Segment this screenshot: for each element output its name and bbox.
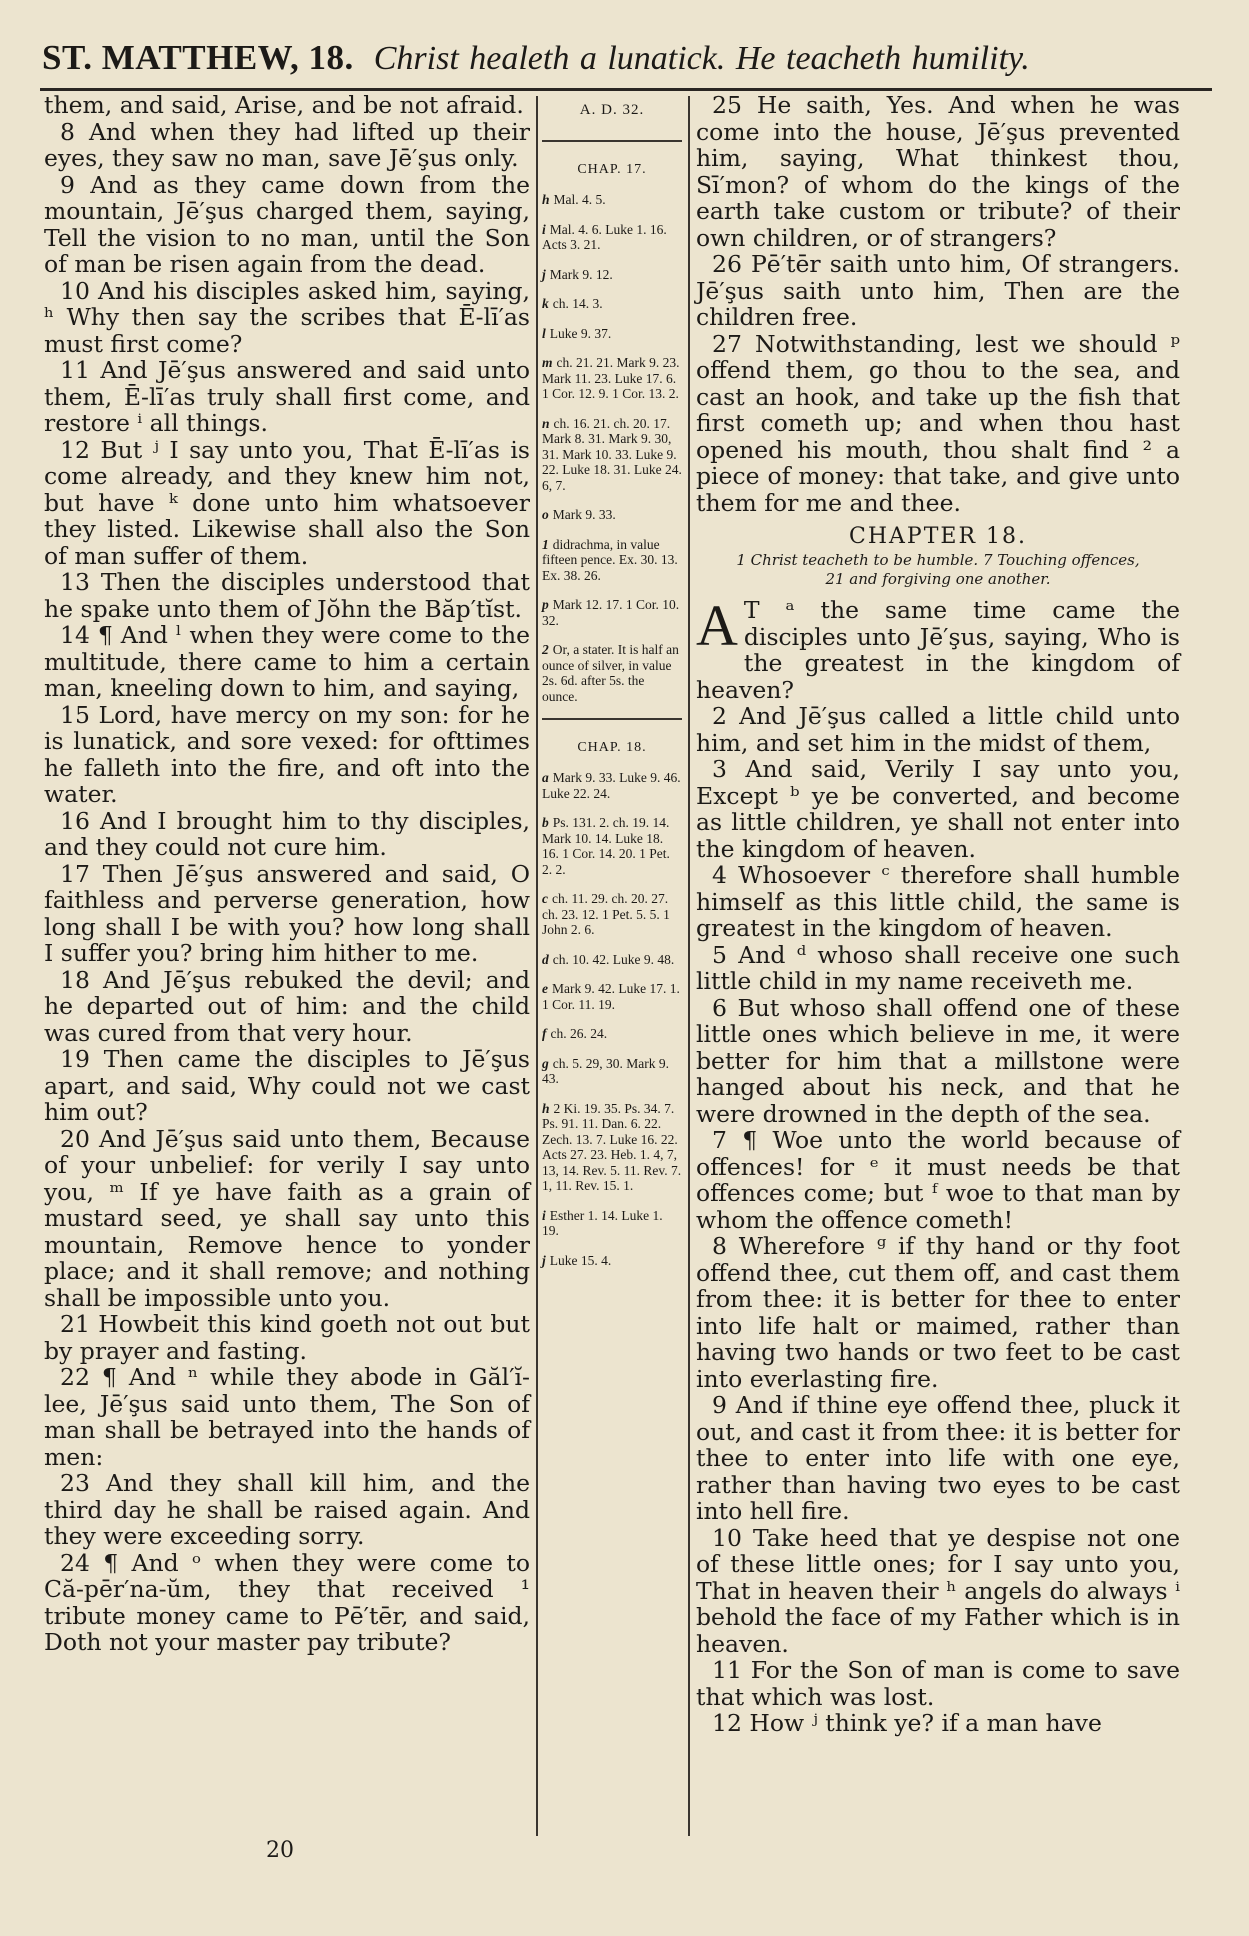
chapter-17-label: CHAP. 17.	[577, 162, 647, 177]
reference-mark: 2	[542, 642, 549, 657]
verse: 4 Whosoever ᶜ therefore shall humble himself as this little child, the same is greatest in the kingdom of heaven.	[696, 861, 1180, 942]
verse: 8 And when they had lifted up their eyes, they saw no man, save Jē′şus only.	[44, 117, 530, 172]
reference-text: Mark 9. 42. Luke 17. 1. 1 Cor. 11. 19.	[542, 981, 680, 1012]
verse: 11 For the Son of man is come to save that which was lost.	[696, 1656, 1180, 1711]
verse: 21 Howbeit this kind goeth not out but by prayer and fasting.	[44, 1310, 530, 1365]
right-text-column	[696, 92, 1180, 1737]
reference-text: ch. 11. 29. ch. 20. 27. ch. 23. 12. 1 Pet. 5. 5. 1 John 2. 6.	[542, 891, 670, 937]
chapter-heading: CHAPTER 18.	[849, 524, 1027, 549]
verse: 23 And they shall kill him, and the third day he shall be raised again. And they were exceeding sorry.	[44, 1469, 530, 1550]
cross-reference	[542, 597, 682, 628]
chapter-18-references	[542, 770, 682, 1268]
reference-mark: p	[542, 597, 549, 612]
reference-text: didrachma, in value fifteen pence. Ex. 30. 13. Ex. 38. 26.	[542, 536, 678, 583]
cross-reference	[542, 222, 682, 253]
verse: them, and said, Arise, and be not afraid.	[44, 91, 524, 119]
verse: 5 And ᵈ whoso shall receive one such little child in my name receiveth me.	[696, 940, 1180, 995]
cross-reference	[542, 267, 682, 283]
verse: 2 And Jē′şus called a little child unto him, and set him in the midst of them,	[696, 702, 1180, 757]
reference-text: ch. 26. 24.	[550, 1026, 608, 1041]
cross-reference	[542, 770, 682, 801]
verse: 10 Take heed that ye despise not one of these little ones; for I say unto you, That in heaven their ʰ angels do always ⁱ behold the face of my Father which is in heaven.	[696, 1523, 1180, 1658]
verse-text: T ᵃ the same time came the disciples unto Jē′şus, saying, Who is the greatest in the kingdom of heaven?	[696, 596, 1180, 704]
reference-text: 2 Ki. 19. 35. Ps. 34. 7. Ps. 91. 11. Dan. 6. 22. Zech. 13. 7. Luke 16. 22. Acts 27. 23. Heb. 1. 4, 7, 13, 14. Rev. 5. 11. Rev. 7. 1, 11. Rev. 15. 1.	[542, 1100, 682, 1193]
chapter-summary-line: 21 and forgiving one another.	[825, 570, 1051, 588]
reference-mark: 1	[542, 536, 549, 552]
reference-text: ch. 14. 3.	[552, 296, 603, 311]
reference-mark: e	[542, 981, 548, 996]
reference-mark: c	[542, 891, 548, 906]
cross-reference	[542, 1026, 682, 1042]
verse: 10 And his disciples asked him, saying, ʰ Why then say the scribes that Ē-lī′as must first come?	[44, 276, 530, 358]
verse: 26 Pē′tēr saith unto him, Of strangers. Jē′şus saith unto him, Then are the children free.	[696, 250, 1180, 331]
reference-text: Mal. 4. 5.	[553, 192, 606, 207]
reference-text: Ps. 131. 2. ch. 19. 14. Mark 10. 14. Luke 18. 16. 1 Cor. 14. 20. 1 Pet. 2. 2.	[542, 815, 670, 877]
cross-reference	[542, 981, 682, 1012]
cross-reference	[542, 642, 682, 704]
reference-text: Or, a stater. It is half an ounce of silver, in value 2s. 6d. after 5s. the ounce.	[542, 642, 679, 704]
reference-text: Luke 15. 4.	[549, 1252, 612, 1268]
verse: 12 But ʲ I say unto you, That Ē-lī′as is come already, and they knew him not, but have ᵏ done unto him whatsoever they listed. Likewise shall also the Son of man suffer of them.	[44, 435, 530, 570]
reference-mark: j	[542, 1252, 546, 1268]
chapter-17-references	[542, 192, 682, 704]
drop-cap-initial: A	[696, 593, 738, 658]
cross-reference	[542, 355, 682, 402]
reference-mark: g	[542, 1055, 549, 1071]
cross-reference	[542, 192, 682, 208]
reference-mark: h	[542, 192, 550, 207]
verse: 3 And said, Verily I say unto you, Except ᵇ ye be converted, and become as little children, ye shall not enter into the kingdom of heaven.	[696, 755, 1180, 863]
verse: 16 And I brought him to thy disciples, and they could not cure him.	[44, 806, 530, 861]
cross-reference	[542, 815, 682, 877]
running-header	[42, 38, 1212, 82]
reference-text: Mark 9. 33.	[552, 507, 616, 522]
cross-reference	[542, 952, 682, 968]
reference-mark: b	[542, 815, 549, 830]
verse: 6 But whoso shall offend one of these little ones which believe in me, it were better for him that a millstone were hanged about his neck, and that he were drowned in the depth of the sea.	[696, 993, 1180, 1128]
verse: 18 And Jē′şus rebuked the devil; and he departed out of him: and the child was cured from that very hour.	[44, 965, 530, 1047]
cross-reference	[542, 1101, 682, 1194]
reference-mark: m	[542, 355, 553, 370]
verse: 9 And as they came down from the mountain, Jē′şus charged them, saying, Tell the vision to no man, until the Son of man be risen again from the dead.	[44, 170, 530, 278]
reference-mark: d	[542, 951, 549, 967]
reference-mark: k	[542, 296, 549, 311]
page-number: 20	[266, 1838, 294, 1863]
reference-text: ch. 10. 42. Luke 9. 48.	[552, 951, 675, 967]
reference-mark: i	[542, 221, 546, 237]
column-divider-left	[536, 96, 538, 1836]
verse: 11 And Jē′şus answered and said unto them, Ē-lī′as truly shall first come, and restore ⁱ all things.	[44, 356, 530, 437]
page-topic: Christ healeth a lunatick. He teacheth humility.	[373, 40, 1030, 77]
verse: 19 Then came the disciples to Jē′şus apart, and said, Why could not we cast him out?	[44, 1045, 530, 1126]
reference-text: Esther 1. 14. Luke 1. 19.	[542, 1207, 663, 1238]
reference-text: ch. 16. 21. ch. 20. 17. Mark 8. 31. Mark 9. 30, 31. Mark 10. 33. Luke 9. 22. Luke 18. 31. Luke 24. 6, 7.	[542, 415, 682, 493]
reference-rule	[542, 140, 682, 142]
cross-reference	[542, 507, 682, 523]
verse: 13 Then the disciples understood that he spake unto them of Jŏhn the Băp′tĭst.	[44, 568, 530, 623]
cross-reference	[542, 1056, 682, 1087]
reference-mark: a	[542, 770, 549, 785]
left-text-column	[44, 92, 530, 1656]
reference-mark: o	[542, 507, 549, 522]
verse: 24 ¶ And ᵒ when they were come to Că-pēr′na-ŭm, they that received ¹ tribute money came to Pē′tēr, and said, Doth not your master pay tribute?	[44, 1548, 530, 1656]
reference-text: ch. 5. 29, 30. Mark 9. 43.	[542, 1055, 669, 1086]
cross-reference	[542, 537, 682, 584]
chapter-18-label: CHAP. 18.	[577, 740, 647, 755]
verse: 27 Notwithstanding, lest we should ᵖ offend them, go thou to the sea, and cast an hook, and take up the fish that first cometh up; and when thou hast opened his mouth, thou shalt find ² a piece of money: that take, and give unto them for me and thee.	[696, 329, 1180, 517]
verse: 14 ¶ And ˡ when they were come to the multitude, there came to him a certain man, kneeling down to him, and saying,	[44, 621, 530, 702]
verse: 15 Lord, have mercy on my son: for he is lunatick, and sore vexed: for ofttimes he falleth into the fire, and oft into the water.	[44, 700, 530, 808]
verse: 20 And Jē′şus said unto them, Because of your unbelief: for verily I say unto you, ᵐ If ye have faith as a grain of mustard seed, ye shall say unto this mountain, Remove hence to yonder place; and it shall remove; and nothing shall be impossible unto you.	[44, 1124, 530, 1312]
reference-mark: n	[542, 415, 550, 431]
cross-reference	[542, 416, 682, 494]
cross-reference	[542, 1253, 682, 1269]
cross-reference-column	[542, 92, 682, 1282]
verse: 9 And if thine eye offend thee, pluck it out, and cast it from thee: it is better for thee to enter into life with one eye, rather than having two eyes to be cast into hell fire.	[696, 1391, 1180, 1525]
cross-reference	[542, 1208, 682, 1239]
column-divider-right	[688, 96, 690, 1836]
reference-mark: i	[542, 1207, 546, 1223]
reference-mark: h	[542, 1100, 550, 1116]
anno-domini-label: A. D. 32.	[579, 102, 645, 118]
verse: 25 He saith, Yes. And when he was come into the house, Jē′şus prevented him, saying, What thinkest thou, Sī′mon? of whom do the kings of the earth take custom or tribute? of their own children, or of strangers?	[696, 91, 1180, 252]
reference-text: ch. 21. 21. Mark 9. 23. Mark 11. 23. Luke 17. 6. 1 Cor. 12. 9. 1 Cor. 13. 2.	[542, 355, 680, 401]
book-chapter-title: ST. MATTHEW, 18.	[42, 38, 354, 77]
verse: 7 ¶ Woe unto the world because of offences! for ᵉ it must needs be that offences come; but ᶠ woe to that man by whom the offence cometh!	[696, 1126, 1180, 1234]
reference-rule	[542, 718, 682, 720]
cross-reference	[542, 326, 682, 342]
reference-mark: l	[542, 325, 546, 341]
cross-reference	[542, 296, 682, 312]
chapter-summary	[696, 551, 1180, 589]
verse: 8 Wherefore ᵍ if thy hand or thy foot offend thee, cut them off, and cast them from thee: it is better for thee to enter into life halt or maimed, rather than having two hands or two feet to be cast into everlasting fire.	[696, 1232, 1180, 1393]
verse: 22 ¶ And ⁿ while they abode in Găl′ĭ-lee, Jē′şus said unto them, The Son of man shall be betrayed into the hands of men:	[44, 1363, 530, 1471]
reference-text: Mark 12. 17. 1 Cor. 10. 32.	[542, 597, 680, 628]
cross-reference	[542, 891, 682, 938]
chapter-summary-line: 1 Christ teacheth to be humble. 7 Touching offences,	[736, 551, 1140, 569]
reference-text: Mal. 4. 6. Luke 1. 16. Acts 3. 21.	[542, 221, 667, 252]
reference-mark: j	[542, 266, 546, 282]
reference-text: Luke 9. 37.	[549, 325, 612, 341]
reference-text: Mark 9. 12.	[549, 266, 613, 282]
chapter-first-verse	[696, 593, 1180, 704]
verse: 17 Then Jē′şus answered and said, O faithless and perverse generation, how long shall I be with you? how long shall I suffer you? bring him hither to me.	[44, 859, 530, 967]
reference-text: Mark 9. 33. Luke 9. 46. Luke 22. 24.	[542, 770, 681, 801]
reference-mark: f	[542, 1026, 547, 1041]
verse: 12 How ʲ think ye? if a man have	[712, 1709, 1102, 1737]
